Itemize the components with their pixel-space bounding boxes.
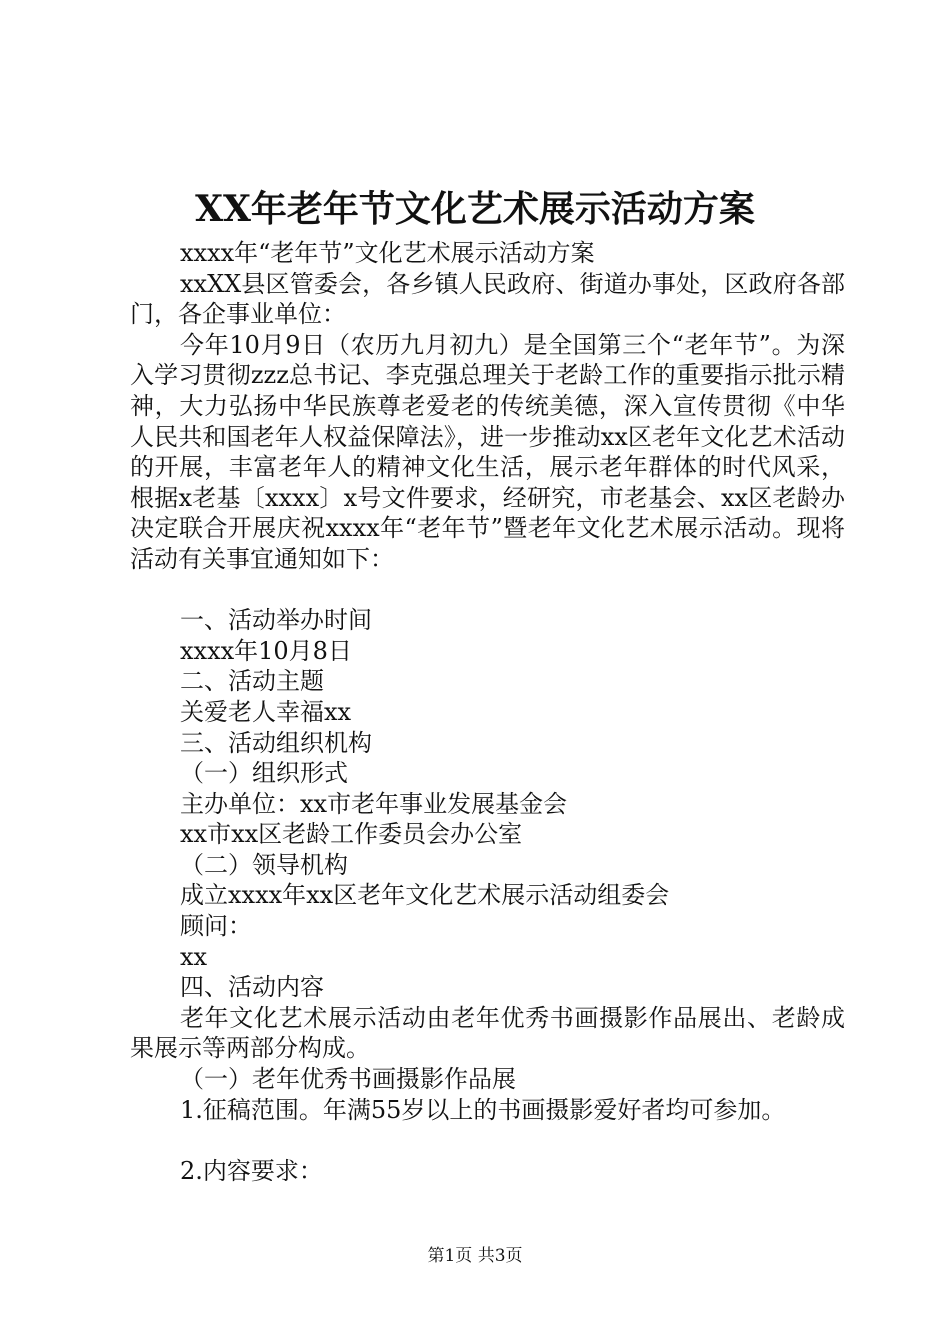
paragraph: （二）领导机构 xyxy=(180,850,348,879)
paragraph: 四、活动内容 xyxy=(180,973,324,1002)
paragraph: 主办单位：xx市老年事业发展基金会 xyxy=(180,789,568,818)
paragraph: 成立xxxx年xx区老年文化艺术展示活动组委会 xyxy=(180,881,670,910)
paragraph: xx xyxy=(180,942,208,971)
paragraph-gap xyxy=(130,1125,845,1156)
paragraph-gap xyxy=(130,575,845,606)
document-body xyxy=(130,238,845,1186)
paragraph: 一、活动举办时间 xyxy=(180,606,372,635)
paragraph: 关爱老人幸福xx xyxy=(180,697,352,726)
paragraph: 老年文化艺术展示活动由老年优秀书画摄影作品展出、老龄成果展示等两部分构成。 xyxy=(130,1003,845,1063)
paragraph: （一）组织形式 xyxy=(180,759,348,788)
paragraph: xxxx年10月8日 xyxy=(180,636,352,665)
paragraph: xx市xx区老龄工作委员会办公室 xyxy=(180,820,523,849)
paragraph: （一）老年优秀书画摄影作品展 xyxy=(180,1065,516,1094)
paragraph: 今年10月9日（农历九月初九）是全国第三个“老年节”。为深入学习贯彻zzz总书记、李克强总理关于老龄工作的重要指示批示精神，大力弘扬中华民族尊老爱老的传统美德，深入宣传贯彻《中华人民共和国老年人权益保障法》，进一步推动xx区老年文化艺术活动的开展，丰富老年人的精神文化生活，展示老年群体的时代风采，根据x老基〔xxxx〕x号文件要求，经研究，市老基会、xx区老龄办决定联合开展庆祝xxxx年“老年节”暨老年文化艺术展示活动。现将活动有关事宜通知如下： xyxy=(130,330,845,573)
paragraph: xxxx年“老年节”文化艺术展示活动方案 xyxy=(180,239,595,267)
paragraph: 1.征稿范围。年满55岁以上的书画摄影爱好者均可参加。 xyxy=(180,1095,786,1124)
paragraph: 二、活动主题 xyxy=(180,667,324,696)
paragraph: 顾问： xyxy=(180,912,252,941)
paragraph: 2.内容要求： xyxy=(180,1156,323,1185)
paragraph: 三、活动组织机构 xyxy=(180,728,372,757)
paragraph: xxXX县区管委会，各乡镇人民政府、街道办事处，区政府各部门，各企事业单位： xyxy=(130,269,845,329)
document-title: XX年老年节文化艺术展示活动方案 xyxy=(195,188,755,230)
page-footer: 第1页 共3页 xyxy=(427,1246,523,1266)
